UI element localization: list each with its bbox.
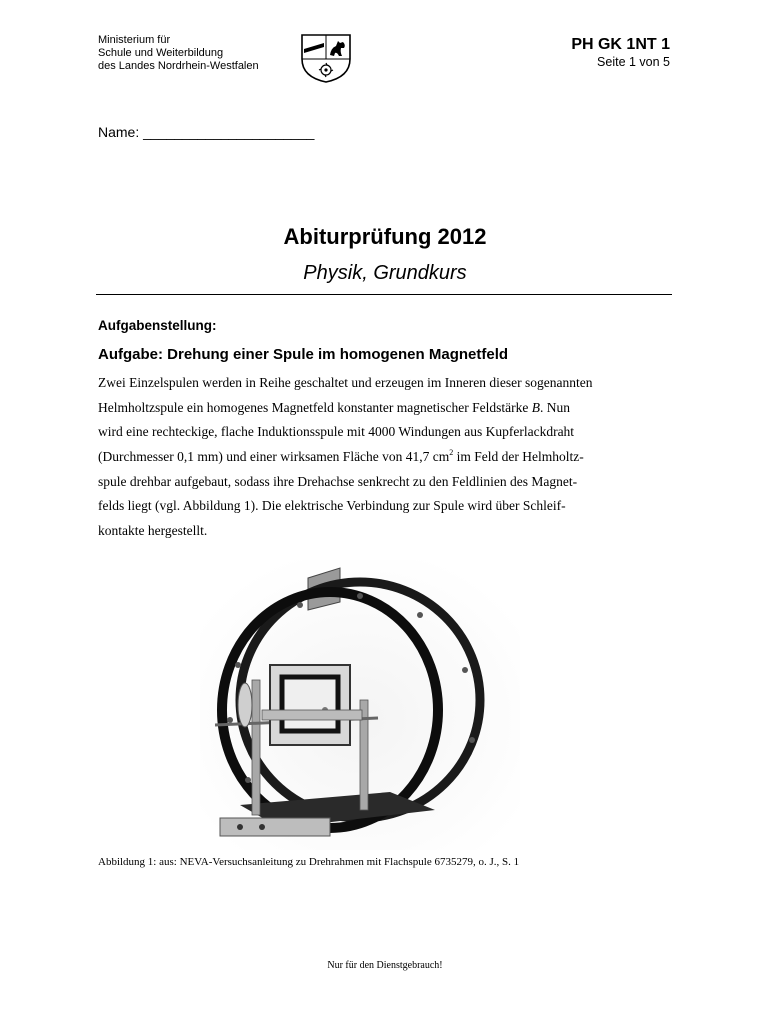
title-divider (96, 294, 672, 295)
name-field[interactable]: Name: ______________________ (98, 124, 315, 140)
ministry-line-1: Ministerium für (98, 34, 171, 46)
helmholtz-coil-photo (200, 560, 520, 850)
ministry-line-3: des Landes Nordrhein-Westfalen (98, 60, 259, 72)
task-line-1: Zwei Einzelspulen werden in Reihe geschaltet und erzeugen im Inneren dieser sogenannten (98, 375, 593, 390)
task-line-5: spule drehbar aufgebaut, sodass ihre Drehachse senkrecht zu den Feldlinien des Magnet- (98, 473, 578, 489)
figure-caption: Abbildung 1: aus: NEVA-Versuchsanleitung zu Drehrahmen mit Flachspule 6735279, o. J., S. 1 (98, 856, 520, 868)
task-text (98, 371, 678, 544)
task-line-7: kontakte hergestellt. (98, 523, 208, 539)
task-heading: Aufgabe: Drehung einer Spule im homogenen Magnetfeld (98, 346, 509, 363)
nrw-coat-of-arms-icon (300, 33, 352, 83)
task-line-4: (Durchmesser 0,1 mm) und einer wirksamen Fläche von 41,7 $cm^2$ im Feld der Helmholtz- (98, 448, 584, 465)
task-line-6: felds liegt (vgl. Abbildung 1). Die elektrische Verbindung zur Spule wird über Schleif- (98, 498, 566, 514)
ministry-line-2: Schule und Weiterbildung (98, 47, 224, 59)
page-title: Abiturprüfung 2012 (283, 224, 487, 249)
ministry-name (98, 34, 259, 73)
page-number: Seite 1 von 5 (597, 55, 670, 69)
page-subtitle: Physik, Grundkurs (303, 262, 467, 284)
section-heading: Aufgabenstellung: (98, 318, 217, 333)
footer-note: Nur für den Dienstgebrauch! (327, 960, 443, 971)
exam-code: PH GK 1NT 1 (571, 36, 670, 53)
task-line-2: Helmholtzspule ein homogenes Magnetfeld konstanter magnetischer Feldstärke B. Nun (98, 399, 571, 415)
variable-b: B (531, 399, 541, 415)
task-line-3: wird eine rechteckige, flache Induktionsspule mit 4000 Windungen aus Kupferlackdraht (98, 424, 575, 440)
